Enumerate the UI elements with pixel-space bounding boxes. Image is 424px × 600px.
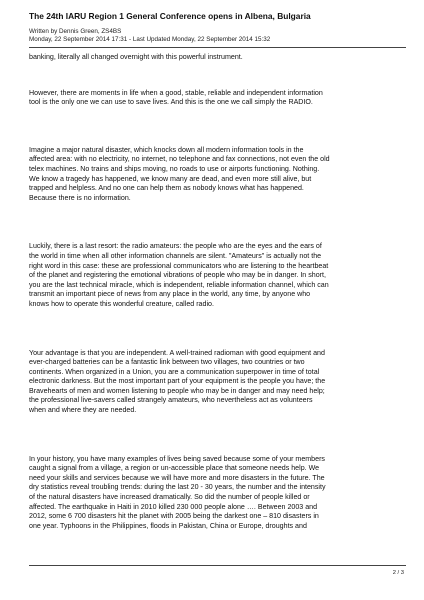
paragraph: However, there are moments in life when a good, stable, reliable and independent information tool is the only one we can use to save lives. And this is the one we call simply the RADIO.	[29, 88, 323, 107]
page-number: 2 / 3	[392, 570, 404, 576]
paragraph: Imagine a major natural disaster, which knocks down all modern information tools in the affected area: with no electricity, no internet, no telephone and fax connections, not even the old telex machines. No trains and ships moving, no roads to use or airports functioning. Nothing. We know a tragedy has happened, we know many are dead, and even more still alive, but trapped and helpless. And no one can help them as nobody knows what has happened. Because there is no information.	[29, 145, 330, 202]
date-line: Monday, 22 September 2014 17:31 - Last Updated Monday, 22 September 2014 15:32	[29, 36, 271, 44]
paragraph: Your advantage is that you are independent. A well-trained radioman with good equipment and ever-charged batteries can be a fantastic link between two villages, two countries or two continents. When organized in a Union, you are a communication superpower in time of total electronic darkness. But the most important part of your equipment is the people you have; the Bravehearts of men and women listening to people who may be in danger and may need help; the professional live-savers called strangely amateurs, who nevertheless act as volunteers when and where they are needed.	[29, 348, 326, 415]
page-header	[29, 11, 404, 45]
footer-divider	[29, 565, 406, 566]
author-line: Written by Dennis Green, ZS4BS	[29, 28, 122, 35]
paragraph: Luckily, there is a last resort: the radio amateurs: the people who are the eyes and the ears of the world in time when all other information channels are silent. "Amateurs" is actually not the right word in this case: these are professional communicators who are listening to the heartbeat of the planet and registering the emotional vibrations of people who may be in danger. In short, you are the last technical miracle, which is independent, reliable information channel, which can transmit an important piece of news from any place in the world, any time, by anyone who knows how to operate this wonderful creature, called radio.	[29, 242, 329, 308]
header-divider	[29, 47, 406, 48]
article-meta	[29, 28, 404, 45]
article-body	[29, 53, 406, 531]
paragraph: banking, literally all changed overnight with this powerful instrument.	[29, 53, 243, 61]
paragraph: In your history, you have many examples of lives being saved because some of your members caught a signal from a village, a region or un-accessible place that someone needs help. We need your skills and services because we will have more and more disasters in the future. The dry statistics reveal troubling trends: during the last 20 - 30 years, the number and the intensity of the natural disasters have increased dramatically. So did the number of people killed or affected. The earthquake in Haiti in 2010 killed 230 000 people alone …. Between 2003 and 2012, some 6 700 disasters hit the planet with 2005 being the darkest one – 810 disasters in one year. Typhoons in the Philippines, floods in Pakistan, China or Europe, droughts and	[29, 454, 326, 530]
article-title: The 24th IARU Region 1 General Conference opens in Albena, Bulgaria	[29, 11, 311, 21]
